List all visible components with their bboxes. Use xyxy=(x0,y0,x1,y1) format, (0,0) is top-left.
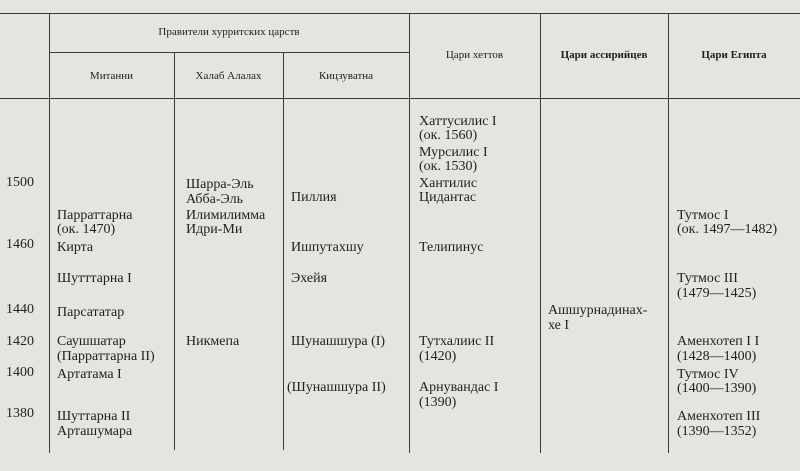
mitanni-ruler: Шуттарна II xyxy=(57,409,131,424)
hittites-header: Цари хеттов xyxy=(445,49,504,61)
egyptian-king: Аменхотеп III xyxy=(677,409,761,424)
egyptian-king: Тутмос I xyxy=(677,208,729,223)
halab-ruler: Идри-Ми xyxy=(186,222,243,237)
egyptian-king: Тутмос IV xyxy=(677,367,739,382)
mitanni-ruler: Парсататар xyxy=(57,305,125,320)
assyrian-king: хе I xyxy=(548,318,570,333)
hittite-king: Цидантас xyxy=(419,190,477,205)
mitanni-ruler: Парраттарна xyxy=(57,208,133,223)
header-bottom-rule xyxy=(0,98,800,99)
egyptian-king: Аменхотеп I I xyxy=(677,334,760,349)
group-header-rule xyxy=(49,52,409,53)
hittite-king: Хантилис xyxy=(419,176,478,191)
hurrian-group-header: Правители хурритских царств xyxy=(158,26,300,38)
hittite-king: (ок. 1560) xyxy=(419,128,478,143)
egyptian-king: (1479—1425) xyxy=(677,286,757,301)
mitanni-ruler: Шутттарна I xyxy=(57,271,132,286)
hittite-king: (1420) xyxy=(419,349,457,364)
table-top-rule xyxy=(0,13,800,14)
year-label: 1440 xyxy=(6,302,34,317)
halab-ruler: Шарра-Эль xyxy=(186,177,254,192)
hittite-king: Мурсилис I xyxy=(419,145,488,160)
kizzuwatna-header: Кицзуватна xyxy=(318,70,374,82)
halab-ruler: Илимилимма xyxy=(186,208,266,223)
hittite-king: Тутхалиис II xyxy=(419,334,495,349)
hittite-king: (ок. 1530) xyxy=(419,159,478,174)
halab-ruler: Никмепа xyxy=(186,334,240,349)
year-label: 1420 xyxy=(6,334,34,349)
hittite-king: Телипинус xyxy=(419,240,484,255)
halab-alalakh-header: Халаб Алалах xyxy=(195,70,262,82)
kizzuwatna-ruler: Эхейя xyxy=(291,271,328,286)
hittite-king: (1390) xyxy=(419,395,457,410)
kizzuwatna-ruler: Шунашшура (I) xyxy=(291,334,386,349)
kizzuwatna-ruler: Пиллия xyxy=(291,190,337,205)
year-label: 1380 xyxy=(6,406,34,421)
hittite-king: Арнувандас I xyxy=(419,380,499,395)
egypt-header: Цари Египта xyxy=(701,49,767,61)
egyptian-king: (1428—1400) xyxy=(677,349,757,364)
assyria-column-rule xyxy=(668,13,669,453)
kizzuwatna-ruler: Ишпутахшу xyxy=(291,240,364,255)
mitanni-ruler: (Парраттарна II) xyxy=(57,349,155,364)
mitanni-ruler: Артатама I xyxy=(57,367,122,382)
kizzuwatna-column-rule xyxy=(409,13,410,453)
assyrian-king: Ашшурнадинах- xyxy=(548,303,648,318)
halab-ruler: Абба-Эль xyxy=(186,192,243,207)
mitanni-column-rule xyxy=(174,52,175,450)
year-label: 1400 xyxy=(6,365,34,380)
year-label: 1500 xyxy=(6,175,34,190)
egyptian-king: Тутмос III xyxy=(677,271,738,286)
hittite-king: Хаттусилис I xyxy=(419,114,497,129)
year-label: 1460 xyxy=(6,237,34,252)
mitanni-ruler: Саушшатар xyxy=(57,334,126,349)
egyptian-king: (1390—1352) xyxy=(677,424,757,439)
egyptian-king: (1400—1390) xyxy=(677,381,757,396)
kizzuwatna-ruler: (Шунашшура II) xyxy=(287,380,386,395)
mitanni-ruler: (ок. 1470) xyxy=(57,222,116,237)
assyria-header: Цари ассирийцев xyxy=(560,49,648,61)
egyptian-king: (ок. 1497—1482) xyxy=(677,222,778,237)
mitanni-ruler: Арташумара xyxy=(57,424,133,439)
hittites-column-rule xyxy=(540,13,541,453)
halab-column-rule xyxy=(283,52,284,450)
mitanni-ruler: Кирта xyxy=(57,240,94,255)
mitanni-header: Митанни xyxy=(89,70,134,82)
